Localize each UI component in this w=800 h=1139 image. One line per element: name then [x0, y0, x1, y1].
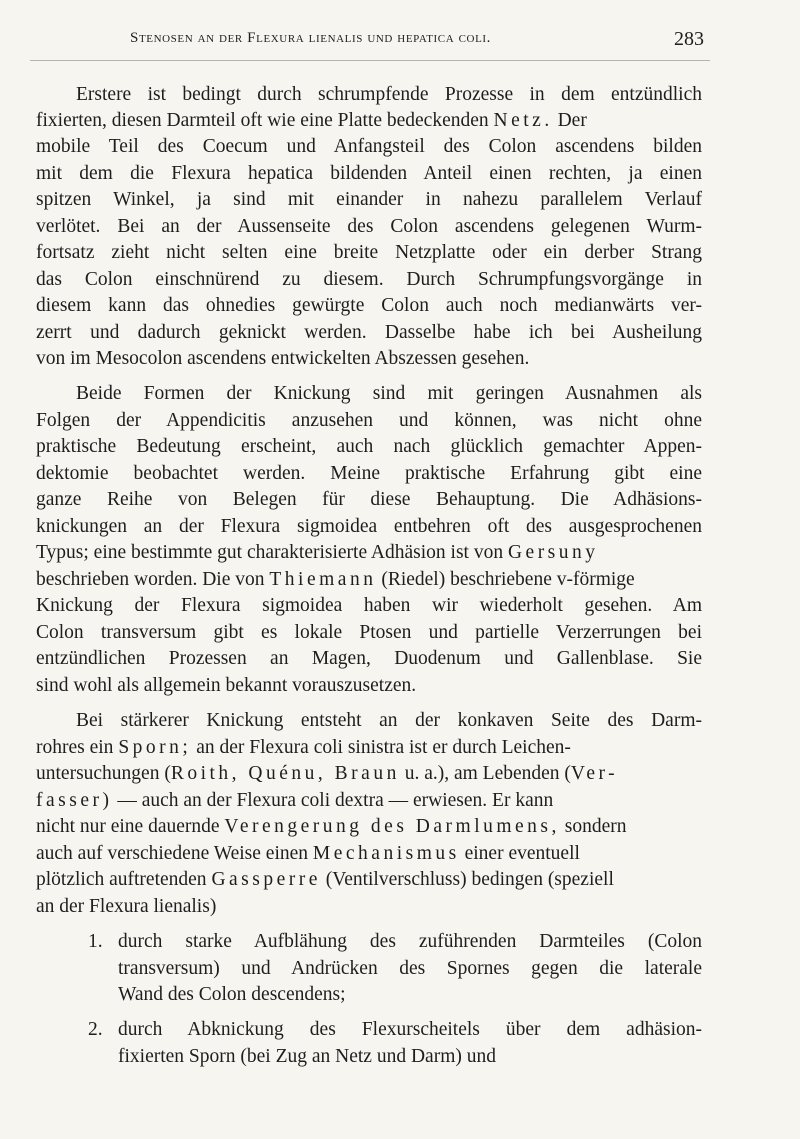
- text-line: sind wohl als allgemein bekannt vorauszusetzen.: [36, 675, 417, 696]
- text-line: Bei stärkerer Knickung entsteht an der konkaven Seite des Darm-: [76, 710, 702, 731]
- list-marker: 2.: [88, 1019, 103, 1040]
- list-item-line: durch Abknickung des Flexurscheitels über dem adhäsion-: [118, 1019, 702, 1040]
- text-line: nicht nur eine dauernde Verengerung des Darmlumens, sondern: [36, 816, 627, 837]
- emphasis-sporn: Sporn;: [118, 737, 192, 758]
- text-line: mit dem die Flexura hepatica bildenden Anteil einen rechten, ja einen: [36, 163, 702, 184]
- text-line: knickungen an der Flexura sigmoidea entbehren oft des ausgesprochenen: [36, 516, 702, 537]
- emphasis-gersuny: Gersuny: [507, 542, 599, 563]
- text-line: von im Mesocolon ascendens entwickelten Abszessen gesehen.: [36, 348, 530, 369]
- text-line: fixierten, diesen Darmteil oft wie eine Platte bedeckenden Netz. Der: [36, 110, 587, 131]
- list-item-line: Wand des Colon descendens;: [118, 984, 346, 1005]
- text-line: Beide Formen der Knickung sind mit geringen Ausnahmen als: [76, 383, 702, 404]
- text-line: Colon transversum gibt es lokale Ptosen und partielle Verzerrungen bei: [36, 622, 702, 643]
- list-item-line: durch starke Aufblähung des zuführenden Darmteiles (Colon: [118, 931, 702, 952]
- text-line: fasser) — auch an der Flexura coli dextra — erwiesen. Er kann: [36, 790, 554, 811]
- header-rule: [30, 60, 710, 61]
- running-title: Stenosen an der Flexura lienalis und hepatica coli.: [130, 30, 492, 46]
- text-line: das Colon einschnürend zu diesem. Durch Schrumpfungsvorgänge in: [36, 269, 702, 290]
- text-line: mobile Teil des Coecum und Anfangsteil des Colon ascendens bilden: [36, 136, 702, 157]
- emphasis-gassperre: Gassperre: [211, 869, 321, 890]
- text-line: Erstere ist bedingt durch schrumpfende Prozesse in dem entzündlich: [76, 84, 702, 105]
- text-line: auch auf verschiedene Weise einen Mechanismus einer eventuell: [36, 843, 580, 864]
- list-item-line: transversum) und Andrücken des Spornes gegen die laterale: [118, 958, 702, 979]
- page-number: 283: [674, 28, 704, 50]
- text-line: verlötet. Bei an der Aussenseite des Colon ascendens gelegenen Wurm-: [36, 216, 702, 237]
- text-line: Folgen der Appendicitis anzusehen und können, was nicht ohne: [36, 410, 702, 431]
- emphasis-netz: Netz.: [493, 110, 553, 131]
- text-line: zerrt und dadurch geknickt werden. Dasselbe habe ich bei Ausheilung: [36, 322, 702, 343]
- emphasis-verfasser: Ver-: [570, 763, 619, 784]
- text-line: Knickung der Flexura sigmoidea haben wir wiederholt gesehen. Am: [36, 595, 702, 616]
- text-line: untersuchungen (Roith, Quénu, Braun u. a.), am Lebenden (Ver-: [36, 763, 619, 784]
- text-line: entzündlichen Prozessen an Magen, Duodenum und Gallenblase. Sie: [36, 648, 702, 669]
- list-marker: 1.: [88, 931, 103, 952]
- text-line: Typus; eine bestimmte gut charakterisierte Adhäsion ist von Gersuny: [36, 542, 599, 563]
- emphasis-verengerung: Verengerung des Darmlumens,: [224, 816, 560, 837]
- text-line: praktische Bedeutung erscheint, auch nach glücklich gemachter Appen-: [36, 436, 702, 457]
- emphasis-thiemann: Thiemann: [269, 569, 377, 590]
- text-line: ganze Reihe von Belegen für diese Behauptung. Die Adhäsions-: [36, 489, 702, 510]
- text-line: dektomie beobachtet werden. Meine praktische Erfahrung gibt eine: [36, 463, 702, 484]
- text-line: an der Flexura lienalis): [36, 896, 217, 917]
- text-line: rohres ein Sporn; an der Flexura coli sinistra ist er durch Leichen-: [36, 737, 571, 758]
- text-line: fortsatz zieht nicht selten eine breite Netzplatte oder ein derber Strang: [36, 242, 702, 263]
- text-line: beschrieben worden. Die von Thiemann (Riedel) beschriebene v-förmige: [36, 569, 635, 590]
- page-header: [34, 30, 704, 56]
- text-line: diesem kann das ohnedies gewürgte Colon auch noch medianwärts ver-: [36, 295, 702, 316]
- text-line: plötzlich auftretenden Gassperre (Ventilverschluss) bedingen (speziell: [36, 869, 614, 890]
- emphasis-mechanismus: Mechanismus: [312, 843, 460, 864]
- list-item-line: fixierten Sporn (bei Zug an Netz und Darm) und: [118, 1046, 496, 1067]
- text-line: spitzen Winkel, ja sind mit einander in nahezu parallelem Verlauf: [36, 189, 702, 210]
- emphasis-authors: Roith, Quénu, Braun: [170, 763, 400, 784]
